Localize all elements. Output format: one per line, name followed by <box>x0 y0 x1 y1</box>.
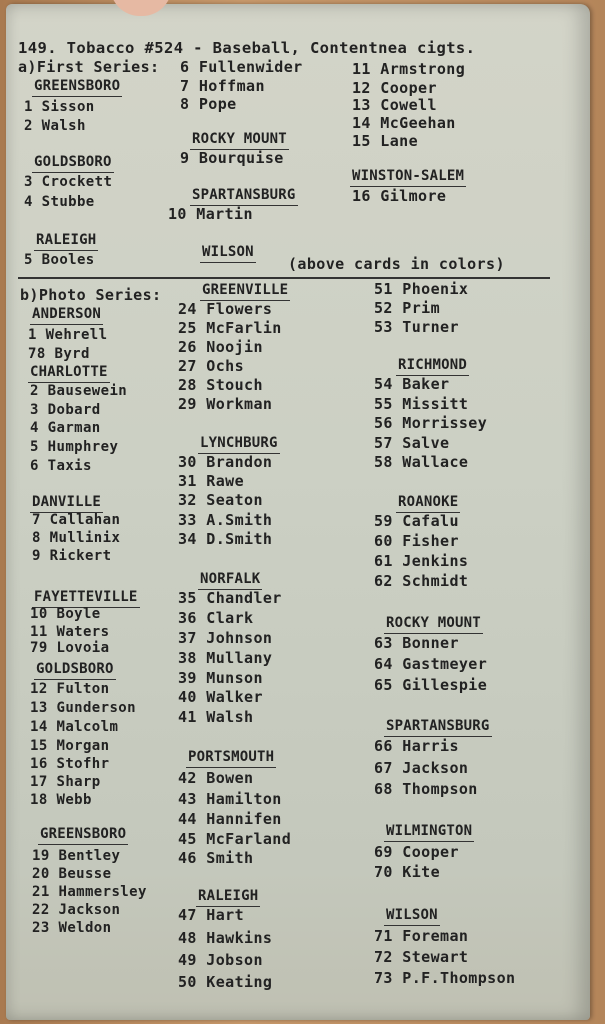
city-heading: WILSON <box>384 907 440 926</box>
city-heading: GREENVILLE <box>200 282 290 301</box>
card-entry: 21 Hammersley <box>32 884 147 900</box>
card-entry: 15 Lane <box>352 132 419 150</box>
city-heading: PORTSMOUTH <box>186 749 276 768</box>
card-entry: 2 Walsh <box>24 118 86 134</box>
card-entry: 17 Sharp <box>30 774 101 790</box>
card-entry: 27 Ochs <box>178 357 245 375</box>
city-heading: SPARTANSBURG <box>384 718 492 737</box>
card-entry: 48 Hawkins <box>178 929 273 947</box>
card-entry: 55 Missitt <box>374 395 469 413</box>
card-entry: 6 Fullenwider <box>180 58 303 76</box>
card-entry: 32 Seaton <box>178 491 263 509</box>
city-heading: ROCKY MOUNT <box>384 615 483 634</box>
card-entry: 22 Jackson <box>32 902 121 918</box>
card-entry: 15 Morgan <box>30 738 110 754</box>
colors-note: (above cards in colors) <box>288 255 505 273</box>
city-heading: CHARLOTTE <box>28 364 110 383</box>
card-entry: 34 D.Smith <box>178 530 273 548</box>
card-entry: 39 Munson <box>178 669 263 687</box>
card-entry: 31 Rawe <box>178 472 245 490</box>
card-entry: 7 Hoffman <box>180 77 265 95</box>
card-entry: 49 Jobson <box>178 951 263 969</box>
card-entry: 11 Waters <box>30 624 110 640</box>
city-heading: FAYETTEVILLE <box>32 589 140 608</box>
card-entry: 8 Mullinix <box>32 530 121 546</box>
card-entry: 3 Dobard <box>30 402 101 418</box>
city-heading: GREENSBORO <box>32 78 122 97</box>
card-entry: 52 Prim <box>374 299 441 317</box>
card-entry: 79 Lovoia <box>30 640 110 656</box>
city-heading: GOLDSBORO <box>34 661 116 680</box>
card-entry: 4 Garman <box>30 420 101 436</box>
card-entry: 72 Stewart <box>374 948 469 966</box>
card-entry: 53 Turner <box>374 318 459 336</box>
card-entry: 13 Gunderson <box>30 700 136 716</box>
card-entry: 24 Flowers <box>178 300 273 318</box>
card-entry: 18 Webb <box>30 792 92 808</box>
card-entry: 9 Rickert <box>32 548 112 564</box>
card-entry: 5 Booles <box>24 252 95 268</box>
card-entry: 40 Walker <box>178 688 263 706</box>
card-entry: 10 Boyle <box>30 606 101 622</box>
card-entry: 54 Baker <box>374 375 450 393</box>
card-entry: 71 Foreman <box>374 927 469 945</box>
first-series-label: a)First Series: <box>18 58 160 76</box>
city-heading: SPARTANSBURG <box>190 187 298 206</box>
card-entry: 57 Salve <box>374 434 450 452</box>
card-entry: 51 Phoenix <box>374 280 469 298</box>
card-entry: 65 Gillespie <box>374 676 488 694</box>
card-entry: 36 Clark <box>178 609 254 627</box>
card-entry: 63 Bonner <box>374 634 459 652</box>
card-entry: 9 Bourquise <box>180 149 284 167</box>
card-entry: 6 Taxis <box>30 458 92 474</box>
city-heading: RALEIGH <box>34 232 98 251</box>
city-heading: DANVILLE <box>30 494 103 513</box>
card-entry: 43 Hamilton <box>178 790 282 808</box>
card-entry: 7 Callahan <box>32 512 121 528</box>
card-entry: 13 Cowell <box>352 96 437 114</box>
card-entry: 56 Morrissey <box>374 414 488 432</box>
card-entry: 50 Keating <box>178 973 273 991</box>
card-entry: 61 Jenkins <box>374 552 469 570</box>
card-entry: 44 Hannifen <box>178 810 282 828</box>
card-entry: 10 Martin <box>168 205 253 223</box>
card-entry: 58 Wallace <box>374 453 469 471</box>
card-entry: 33 A.Smith <box>178 511 273 529</box>
card-entry: 73 P.F.Thompson <box>374 969 516 987</box>
card-entry: 2 Bausewein <box>30 383 128 399</box>
card-entry: 1 Sisson <box>24 99 95 115</box>
card-entry: 16 Gilmore <box>352 187 447 205</box>
city-heading: WILMINGTON <box>384 823 474 842</box>
card-entry: 5 Humphrey <box>30 439 119 455</box>
card-entry: 66 Harris <box>374 737 459 755</box>
card-entry: 78 Byrd <box>28 346 90 362</box>
card-entry: 45 McFarland <box>178 830 292 848</box>
photo-series-label: b)Photo Series: <box>20 286 162 304</box>
city-heading: RICHMOND <box>396 357 469 376</box>
card-entry: 64 Gastmeyer <box>374 655 488 673</box>
city-heading: ANDERSON <box>30 306 103 325</box>
card-entry: 19 Bentley <box>32 848 121 864</box>
card-entry: 3 Crockett <box>24 174 113 190</box>
city-heading: NORFALK <box>198 571 262 590</box>
city-heading: ROCKY MOUNT <box>190 131 289 150</box>
card-entry: 14 McGeehan <box>352 114 456 132</box>
card-entry: 35 Chandler <box>178 589 282 607</box>
card-entry: 29 Workman <box>178 395 273 413</box>
card-entry: 62 Schmidt <box>374 572 469 590</box>
card-entry: 42 Bowen <box>178 769 254 787</box>
card-entry: 8 Pope <box>180 95 237 113</box>
card-entry: 47 Hart <box>178 906 245 924</box>
card-entry: 70 Kite <box>374 863 441 881</box>
card-entry: 67 Jackson <box>374 759 469 777</box>
section-divider <box>18 277 550 279</box>
city-heading: GOLDSBORO <box>32 154 114 173</box>
city-heading: ROANOKE <box>396 494 460 513</box>
card-entry: 68 Thompson <box>374 780 478 798</box>
card-entry: 41 Walsh <box>178 708 254 726</box>
card-entry: 26 Noojin <box>178 338 263 356</box>
card-entry: 14 Malcolm <box>30 719 119 735</box>
city-heading: RALEIGH <box>196 888 260 907</box>
card-entry: 4 Stubbe <box>24 194 95 210</box>
card-entry: 20 Beusse <box>32 866 112 882</box>
card-entry: 1 Wehrell <box>28 327 108 343</box>
city-heading: WINSTON-SALEM <box>350 168 466 187</box>
card-entry: 28 Stouch <box>178 376 263 394</box>
listing-title: 149. Tobacco #524 - Baseball, Contentnea cigts. <box>18 39 476 57</box>
card-entry: 69 Cooper <box>374 843 459 861</box>
card-entry: 60 Fisher <box>374 532 459 550</box>
city-heading: GREENSBORO <box>38 826 128 845</box>
card-entry: 37 Johnson <box>178 629 273 647</box>
card-entry: 11 Armstrong <box>352 60 466 78</box>
card-entry: 12 Fulton <box>30 681 110 697</box>
card-entry: 16 Stofhr <box>30 756 110 772</box>
card-entry: 38 Mullany <box>178 649 273 667</box>
card-entry: 30 Brandon <box>178 453 273 471</box>
card-entry: 25 McFarlin <box>178 319 282 337</box>
card-entry: 12 Cooper <box>352 79 437 97</box>
city-heading: LYNCHBURG <box>198 435 280 454</box>
card-entry: 46 Smith <box>178 849 254 867</box>
city-heading: WILSON <box>200 244 256 263</box>
card-entry: 59 Cafalu <box>374 512 459 530</box>
card-entry: 23 Weldon <box>32 920 112 936</box>
